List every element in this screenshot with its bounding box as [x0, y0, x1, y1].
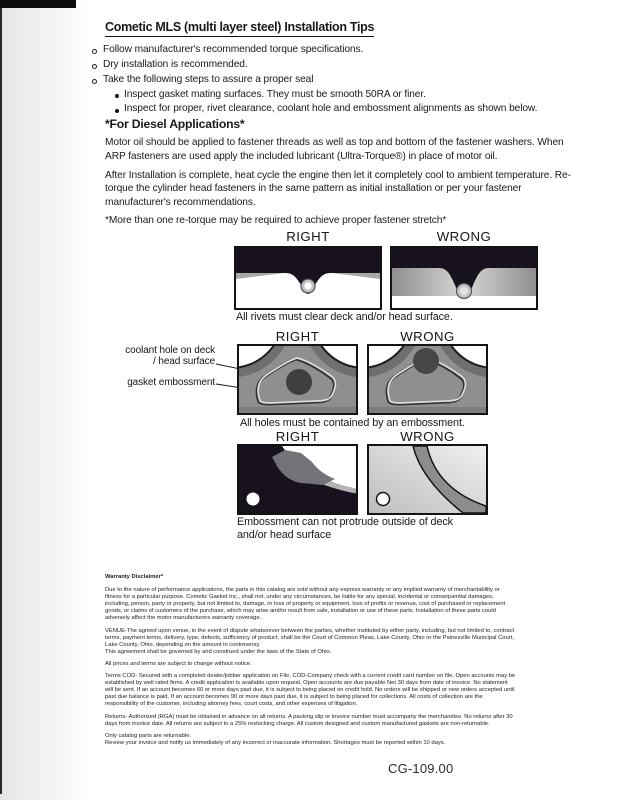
list-item	[115, 89, 537, 104]
right-label: RIGHT	[286, 229, 330, 244]
tip-text: Inspect gasket mating surfaces. They must be smooth 50RA or finer.	[124, 88, 426, 100]
coolant-hole-annotation: coolant hole on deck / head surface	[125, 345, 215, 368]
bullet-dot-icon	[115, 109, 119, 113]
bullet-circle-icon	[92, 49, 97, 54]
legal-fine-print	[105, 574, 517, 752]
right-label: RIGHT	[275, 429, 320, 444]
legal-paragraph: This agreement shall be governed by and construed under the laws of the State of Ohio.	[105, 648, 332, 655]
legal-paragraph: Review your invoice and notify us immediately of any incorrect or inaccurate information. Shortages must be reported within 10 days.	[105, 739, 446, 746]
diagram-protrusion-wrong	[367, 444, 488, 515]
list-item	[92, 44, 537, 59]
protrusion-wrong-illustration	[369, 446, 486, 513]
diesel-paragraph: Motor oil should be applied to fastener threads as well as top and bottom of the fastener washers. When ARP fasteners are used apply the included lubricant (Ultra-Torque®) in place of motor oil.	[105, 137, 564, 162]
tip-text: Take the following steps to assure a proper seal	[103, 73, 314, 85]
rivet-clearance-wrong-illustration	[392, 248, 536, 308]
rivet-clearance-right-illustration	[236, 248, 380, 308]
tip-text: Inspect for proper, rivet clearance, coolant hole and embossment alignments as shown below.	[124, 103, 538, 115]
diagram-caption: Embossment can not protrude outside of deck and/or head surface	[237, 516, 453, 541]
installation-tips-list	[92, 44, 537, 118]
diagram-rivet-right	[234, 246, 382, 310]
diesel-heading: *For Diesel Applications*	[105, 117, 245, 131]
diagram-caption: All rivets must clear deck and/or head surface.	[236, 311, 453, 323]
legal-paragraph: Returns- Authorized (RGA) must be obtained in advance on all returns. A packing slip or invoice number must accompany the merchandise. No returns after 30 days from invoice date. All returns are subject to a 25% restocking charge. All custom designed and custom manufactured gaskets are non-returnable.	[105, 713, 513, 727]
diesel-paragraph: *More than one re-torque may be required to achieve proper fastener stretch*	[105, 215, 447, 227]
wrong-label: WRONG	[436, 229, 492, 244]
diagram-embossment-right	[237, 344, 358, 415]
gasket-embossment-annotation: gasket embossment	[127, 377, 215, 388]
warranty-disclaimer-heading: Warranty Disclaimer*	[105, 574, 164, 580]
legal-paragraph: All prices and terms are subject to change without notice.	[105, 660, 252, 667]
hole-contained-right-illustration	[239, 346, 356, 413]
list-item	[92, 74, 537, 89]
list-item	[115, 103, 537, 118]
bullet-circle-icon	[92, 79, 97, 84]
wrong-label: WRONG	[400, 329, 455, 344]
page-title: Cometic MLS (multi layer steel) Installation Tips	[105, 20, 374, 37]
diagram-rivet-wrong	[390, 246, 538, 310]
legal-paragraph: VENUE-The agreed upon venue, in the event of dispute whatsoever between the parties, whether instituted by either party, including, but not limited to, contract terms, payment terms, delivery, type, defects, sufficiency of product, shall be the Court of Common Pleas, Lake County, Ohio or the Painesville Municipal Court, Lake County, Ohio, depending on the amount in controversy.	[105, 627, 515, 648]
diagram-embossment-wrong	[367, 344, 488, 415]
diagram-protrusion-right	[237, 444, 358, 515]
scan-edge-shading	[0, 0, 90, 800]
scan-artifact-top-bar	[0, 0, 76, 8]
right-label: RIGHT	[275, 329, 320, 344]
bullet-dot-icon	[115, 94, 119, 98]
diagram-caption: All holes must be contained by an embossment.	[240, 417, 465, 429]
hole-contained-wrong-illustration	[369, 346, 486, 413]
legal-paragraph: Terms COD- Secured with a completed dealer/jobber application on File, COD-Company check with a current credit card number on file. Open accounts may be established by well rated firms. A credit application is available upon request. Open accounts are due payable Net 30 days from date of invoice. No statement will be sent. If an account becomes 60 or more days past due, it is subject to being placed on credit hold. No orders will be shipped or new orders accepted until past due balance is paid. If an account becomes 90 or more days past due, it is subject to being placed for collections. All costs of collection are the responsibility of the customer, including attorney fees, court costs, and other expenses of litigation.	[105, 673, 516, 708]
tip-text: Dry installation is recommended.	[103, 58, 248, 70]
wrong-label: WRONG	[400, 429, 455, 444]
scan-artifact-left-line	[0, 8, 2, 794]
bullet-circle-icon	[92, 64, 97, 69]
diesel-applications-section	[105, 118, 575, 233]
legal-paragraph: Only catalog parts are returnable.	[105, 732, 192, 739]
protrusion-right-illustration	[239, 446, 356, 513]
diesel-paragraph: After Installation is complete, heat cycle the engine then let it completely cool to ambient temperature. Re-torque the cylinder head fasteners in the same pattern as initial installation or per your fastener manufacturer's recommendations.	[105, 169, 571, 208]
page-number: CG-109.00	[388, 761, 454, 776]
legal-paragraph: Due to the nature of performance applications, the parts in this catalog are sold without any express warranty or any implied warranty of merchantability or fitness for a particular purpose. Cometic Gasket Inc., shall not, under any circumstances, be liable for any special, incidental or consequential damages, including, person, party or property, but not limited to, damage, or loss of property or equipment, loss of profits or revenue, cost of purchased or replacement goods, or claims of customers of the purchase, which may arise and/or result from sale, installation or use of these parts. Installation of these parts could adversely affect the motor manufacturers warranty coverage.	[105, 587, 506, 622]
list-item	[92, 59, 537, 74]
tip-text: Follow manufacturer's recommended torque specifications.	[103, 44, 364, 55]
